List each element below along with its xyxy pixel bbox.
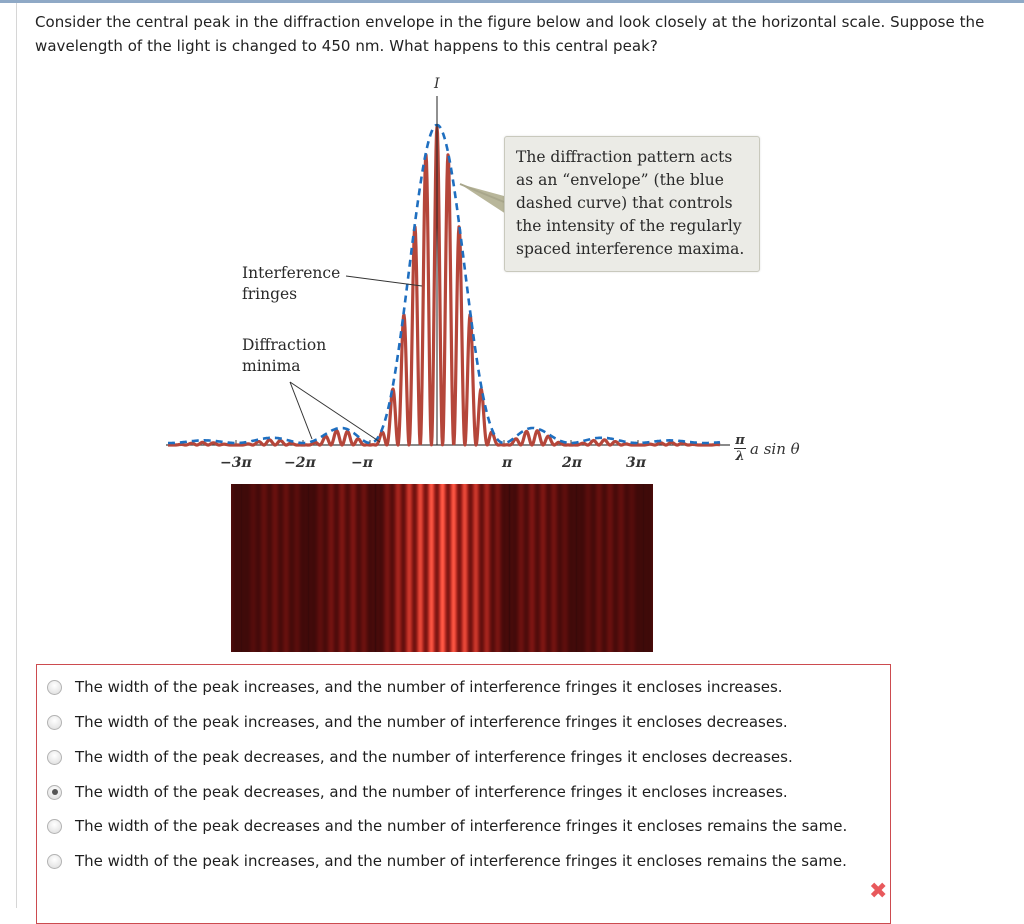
top-accent-bar (0, 0, 1024, 3)
answer-choices (36, 664, 891, 924)
pi-over-lambda: $\frac{\pi}{\lambda}$ (735, 433, 745, 464)
question-text: Consider the central peak in the diffraction envelope in the figure below and look closely at the horizontal scale. Suppose the wavelength of the light is changed to 450 nm. What happens to this central peak? (35, 13, 985, 55)
y-axis-label: I (434, 76, 440, 92)
answer-option-2[interactable] (47, 710, 788, 734)
interference-fringes-label: Interference fringes (242, 264, 341, 303)
answer-option-3[interactable] (47, 745, 793, 769)
diffraction-minima-label: Diffraction minima (242, 336, 327, 375)
tick-neg-3pi: −3π (220, 455, 252, 471)
incorrect-x-icon: ✖ (869, 879, 888, 904)
answer-option-4[interactable] (47, 780, 788, 804)
tick-2pi: 2π (562, 455, 582, 471)
tick-pi: π (502, 455, 513, 471)
radio-button[interactable] (47, 715, 62, 730)
tick-neg-pi: −π (351, 455, 373, 471)
tick-3pi: 3π (626, 455, 646, 471)
answer-option-6[interactable] (47, 849, 847, 873)
fringe-pattern-image (231, 484, 653, 652)
radio-button[interactable] (47, 680, 62, 695)
radio-button-selected[interactable] (47, 785, 62, 800)
answer-option-label: The width of the peak decreases, and the number of interference fringes it encloses increases. (75, 783, 788, 801)
answer-option-label: The width of the peak increases, and the number of interference fringes it encloses remains the same. (75, 852, 847, 870)
x-axis-label: $\frac{\pi}{\lambda}$ a sin θ (735, 433, 800, 464)
answer-option-label: The width of the peak decreases and the number of interference fringes it encloses remains the same. (75, 817, 848, 835)
tick-neg-2pi: −2π (284, 455, 316, 471)
answer-option-5[interactable] (47, 814, 847, 838)
answer-option-label: The width of the peak increases, and the number of interference fringes it encloses decreases. (75, 713, 788, 731)
envelope-callout: The diffraction pattern acts as an “envelope” (the blue dashed curve) that controls the intensity of the regularly spaced interference maxima. (504, 136, 760, 272)
answer-option-label: The width of the peak increases, and the number of interference fringes it encloses increases. (75, 678, 783, 696)
radio-button[interactable] (47, 819, 62, 834)
answer-option-1[interactable] (47, 675, 783, 699)
left-divider (16, 3, 17, 908)
radio-button[interactable] (47, 750, 62, 765)
answer-option-label: The width of the peak decreases, and the number of interference fringes it encloses decreases. (75, 748, 793, 766)
radio-button[interactable] (47, 854, 62, 869)
